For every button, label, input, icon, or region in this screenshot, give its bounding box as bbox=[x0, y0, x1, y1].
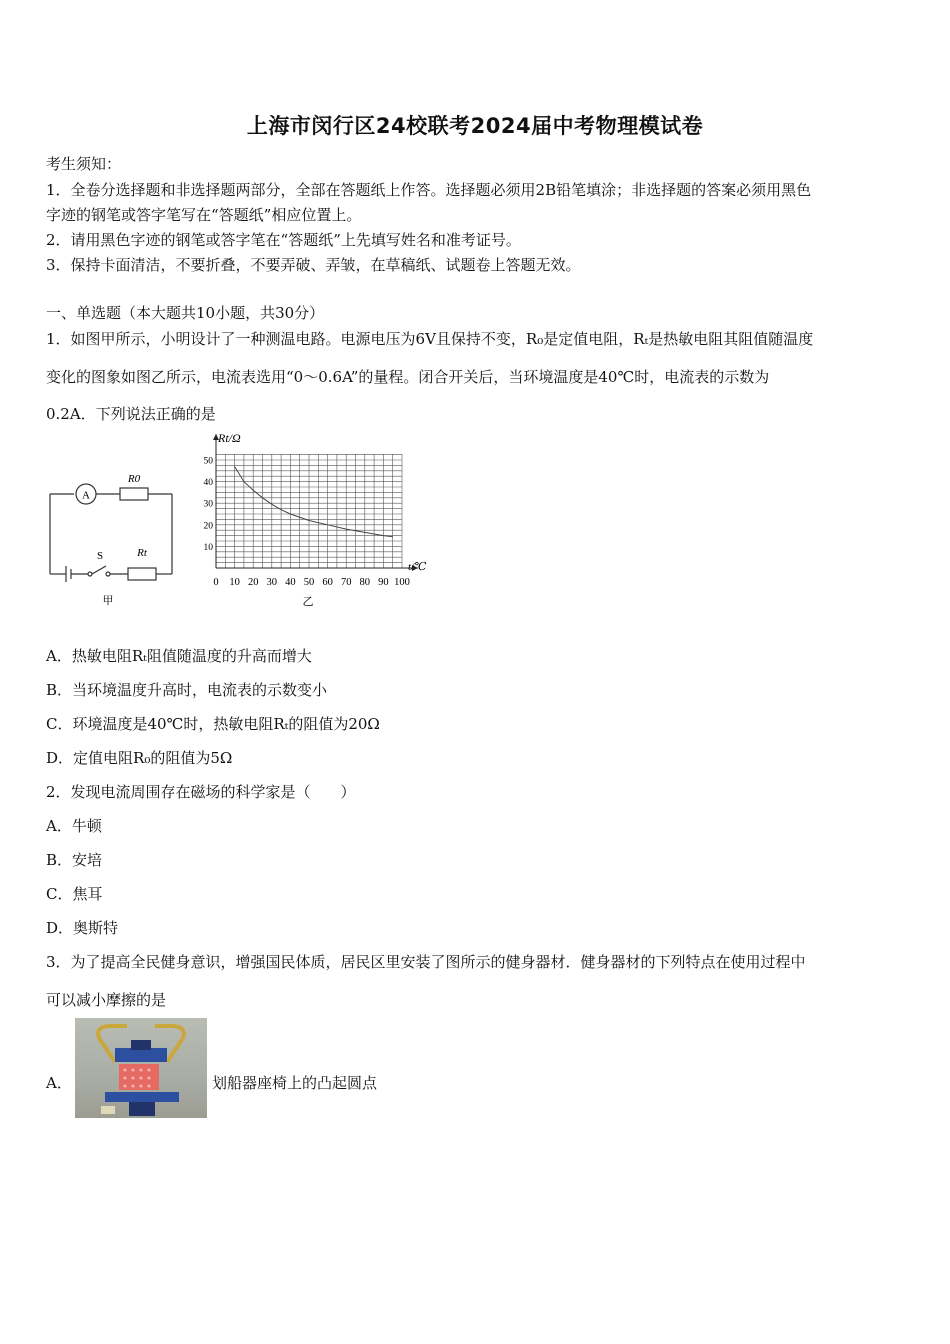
notice-item: 字迹的钢笔或答字笔写在“答题纸”相应位置上。 bbox=[46, 206, 362, 224]
question-2-option-c[interactable]: C．焦耳 bbox=[46, 885, 103, 903]
x-tick-label: 20 bbox=[247, 577, 259, 588]
circuit-diagram bbox=[44, 462, 184, 612]
chart-caption: 乙 bbox=[302, 596, 314, 608]
question-2-option-a[interactable]: A．牛顿 bbox=[46, 817, 102, 835]
x-tick-label: 0 bbox=[213, 577, 219, 588]
circuit-caption: 甲 bbox=[102, 595, 114, 607]
x-tick-label: 10 bbox=[229, 577, 240, 588]
y-tick-labels bbox=[204, 457, 214, 553]
notice-heading: 考生须知： bbox=[46, 155, 122, 173]
question-1-stem: 1．如图甲所示，小明设计了一种测温电路。电源电压为6V且保持不变，R₀是定值电阻，Rₜ是热敏电阻其阻值随温度 bbox=[46, 330, 814, 348]
x-tick-label: 80 bbox=[359, 577, 371, 588]
r0-label: R0 bbox=[127, 473, 141, 485]
ammeter-label: A bbox=[82, 489, 90, 502]
resistance-temperature-chart bbox=[196, 428, 436, 614]
notice-item: 3．保持卡面清洁，不要折叠，不要弄破、弄皱，在草稿纸、试题卷上答题无效。 bbox=[46, 256, 581, 274]
y-tick-label: 10 bbox=[203, 542, 213, 553]
question-1-option-d[interactable]: D．定值电阻R₀的阻值为5Ω bbox=[46, 749, 233, 767]
question-2-option-d[interactable]: D．奥斯特 bbox=[46, 919, 119, 937]
question-1-option-c[interactable]: C．环境温度是40℃时，热敏电阻Rₜ的阻值为20Ω bbox=[46, 715, 380, 733]
x-tick-label: 40 bbox=[285, 577, 296, 588]
y-tick-label: 20 bbox=[203, 521, 213, 532]
question-3-stem: 可以减小摩擦的是 bbox=[46, 991, 167, 1009]
question-1-option-a[interactable]: A．热敏电阻Rₜ阻值随温度的升高而增大 bbox=[46, 647, 312, 665]
x-tick-label: 100 bbox=[394, 577, 410, 588]
question-3-option-a-label[interactable]: A． bbox=[46, 1074, 72, 1092]
page-title: 上海市闵行区24校联考2024届中考物理模试卷 bbox=[246, 114, 704, 138]
question-1-option-b[interactable]: B．当环境温度升高时，电流表的示数变小 bbox=[46, 681, 328, 699]
x-axis-label: t/℃ bbox=[408, 561, 427, 573]
x-tick-label: 60 bbox=[322, 577, 333, 588]
y-axis-label: Rt/Ω bbox=[218, 431, 241, 445]
y-tick-label: 40 bbox=[203, 478, 213, 489]
x-tick-label: 90 bbox=[378, 577, 389, 588]
question-1-stem: 0.2A．下列说法正确的是 bbox=[46, 405, 216, 423]
x-tick-label: 30 bbox=[266, 577, 278, 588]
notice-item: 2．请用黑色字迹的钢笔或答字笔在“答题纸”上先填写姓名和准考证号。 bbox=[46, 231, 521, 249]
y-tick-label: 50 bbox=[203, 456, 213, 467]
x-tick-label: 50 bbox=[303, 577, 315, 588]
question-3-stem: 3．为了提高全民健身意识，增强国民体质，居民区里安装了图所示的健身器材．健身器材的下列特点在使用过程中 bbox=[46, 953, 806, 971]
question-2-option-b[interactable]: B．安培 bbox=[46, 851, 103, 869]
rowing-machine-photo bbox=[75, 1018, 207, 1118]
question-1-stem: 变化的图象如图乙所示，电流表选用“0～0.6A”的量程。闭合开关后，当环境温度是40℃时，电流表的示数为 bbox=[46, 368, 770, 386]
switch-label: S bbox=[96, 550, 104, 562]
x-tick-labels bbox=[213, 577, 410, 588]
rt-label: Rt bbox=[137, 547, 147, 559]
question-2-stem: 2．发现电流周围存在磁场的科学家是（ ） bbox=[46, 783, 356, 801]
chart-grid bbox=[216, 454, 402, 568]
notice-item: 1．全卷分选择题和非选择题两部分，全部在答题纸上作答。选择题必须用2B铅笔填涂；非选择题的答案必须用黑色 bbox=[46, 181, 812, 199]
y-tick-label: 30 bbox=[203, 499, 213, 510]
question-3-option-a-text: 划船器座椅上的凸起圆点 bbox=[212, 1074, 378, 1092]
x-tick-label: 70 bbox=[340, 577, 352, 588]
rt-curve bbox=[235, 467, 393, 537]
section-heading: 一、单选题（本大题共10小题，共30分） bbox=[46, 304, 325, 322]
